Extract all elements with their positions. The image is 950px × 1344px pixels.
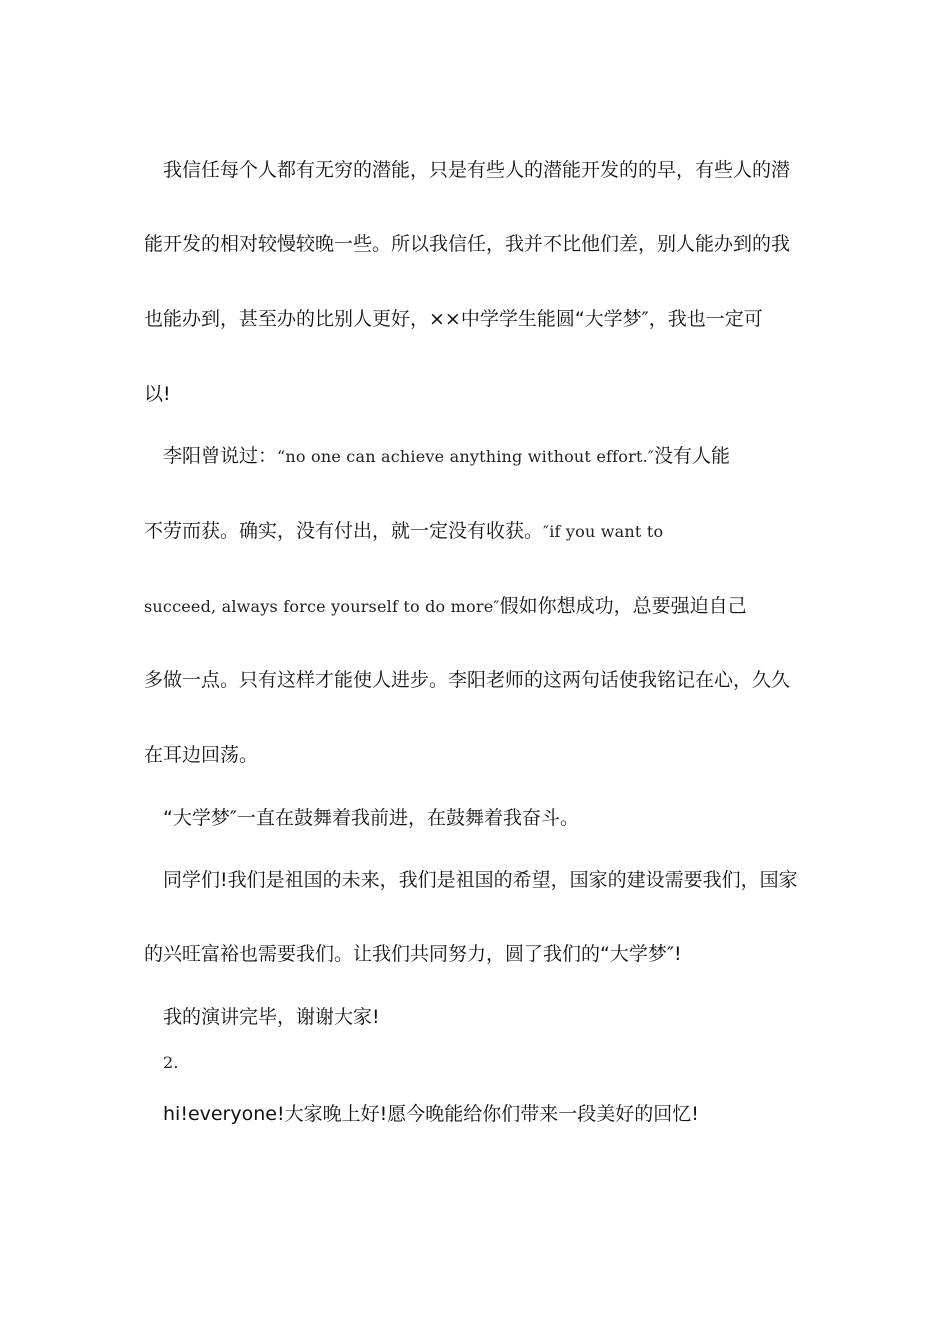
paragraph-line: “大学梦″一直在鼓舞着我前进，在鼓舞着我奋斗。 <box>163 807 579 829</box>
paragraph-line: hi!everyone!大家晚上好!愿今晚能给你们带来一段美好的回忆! <box>163 1103 699 1125</box>
english-quote: “no one can achieve anything without effort.″ <box>277 447 655 466</box>
text-segment: 假如你想成功，总要强迫自己 <box>499 595 747 617</box>
english-quote: ″if you want to <box>543 522 664 541</box>
text-segment: 没有人能 <box>654 445 731 467</box>
english-quote: succeed, always force yourself to do more″ <box>144 597 500 616</box>
paragraph-line: 能开发的相对较慢较晚一些。所以我信任，我并不比他们差，别人能办到的我 <box>144 233 791 255</box>
paragraph-line: 同学们!我们是祖国的未来，我们是祖国的希望，国家的建设需要我们，国家 <box>163 869 798 891</box>
text-segment: 不劳而获。确实，没有付出，就一定没有收获。 <box>144 520 544 542</box>
section-number: 2. <box>163 1053 179 1072</box>
paragraph-line: 以! <box>144 383 171 405</box>
text-segment: 李阳曾说过： <box>163 445 278 467</box>
paragraph-line <box>144 519 663 543</box>
paragraph-line: 我的演讲完毕，谢谢大家! <box>163 1006 380 1028</box>
paragraph-line <box>163 444 730 468</box>
paragraph-line: 的兴旺富裕也需要我们。让我们共同努力，圆了我们的“大学梦″! <box>144 943 682 965</box>
paragraph-line <box>144 594 747 618</box>
paragraph-line: 在耳边回荡。 <box>144 744 259 766</box>
paragraph-line: 我信任每个人都有无穷的潜能，只是有些人的潜能开发的的早，有些人的潜 <box>163 159 791 181</box>
paragraph-line: 多做一点。只有这样才能使人进步。李阳老师的这两句话使我铭记在心，久久 <box>144 669 791 691</box>
paragraph-line: 也能办到，甚至办的比别人更好，××中学学生能圆“大学梦″，我也一定可 <box>144 308 763 330</box>
